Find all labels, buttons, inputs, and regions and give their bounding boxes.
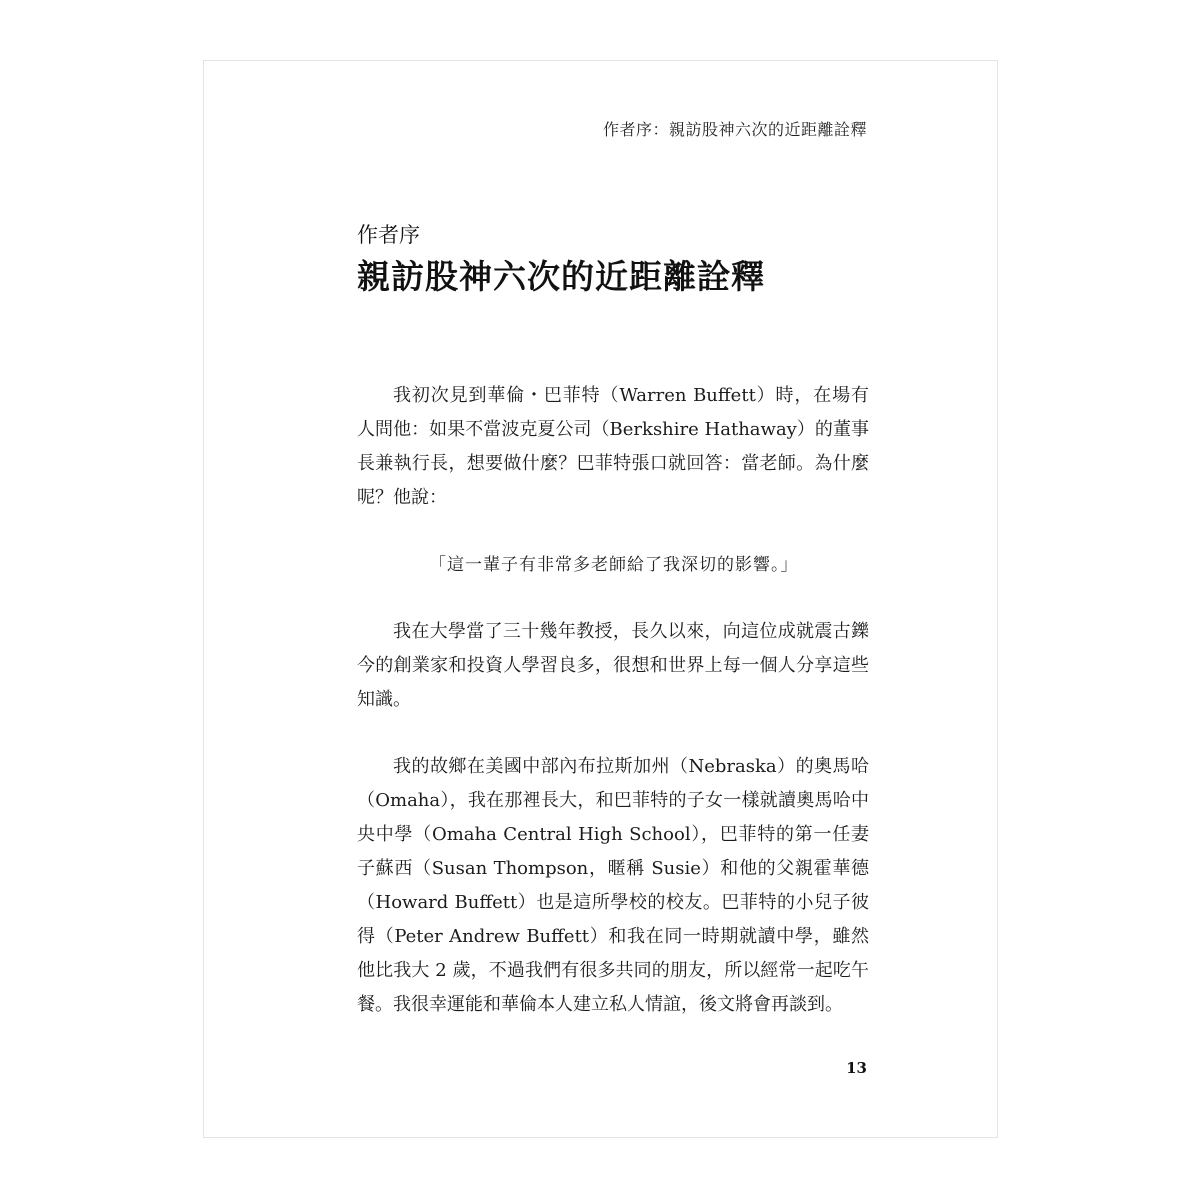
paragraph: 我初次見到華倫・巴菲特（Warren Buffett）時，在場有人問他：如果不當波克夏公司（Berkshire Hathaway）的董事長兼執行長，想要做什麼？巴菲特張口就回答：當老師。為什麼呢？他說： (357, 385, 869, 508)
page-number: 13 (846, 1059, 867, 1077)
paragraph: 我的故鄉在美國中部內布拉斯加州（Nebraska）的奧馬哈（Omaha），我在那裡長大，和巴菲特的子女一樣就讀奧馬哈中央中學（Omaha Central High School），巴菲特的第一任妻子蘇西（Susan Thompson，暱稱 Susie）和他的父親霍華德（Howard Buffett）也是這所學校的校友。巴菲特的小兒子彼得（Peter Andrew Buffett）和我在同一時期就讀中學，雖然他比我大 2 歲，不過我們有很多共同的朋友，所以經常一起吃午餐。我很幸運能和華倫本人建立私人情誼，後文將會再談到。 (357, 756, 869, 1015)
running-header: 作者序：親訪股神六次的近距離詮釋 (602, 120, 867, 139)
paragraph: 我在大學當了三十幾年教授，長久以來，向這位成就震古鑠今的創業家和投資人學習良多，很想和世界上每一個人分享這些知識。 (357, 621, 869, 710)
body-text (357, 379, 869, 1022)
chapter-label: 作者序 (357, 223, 420, 247)
block-quote: 「這一輩子有非常多老師給了我深切的影響。」 (429, 555, 799, 575)
chapter-title: 親訪股神六次的近距離詮釋 (357, 257, 765, 296)
book-page (203, 60, 998, 1138)
